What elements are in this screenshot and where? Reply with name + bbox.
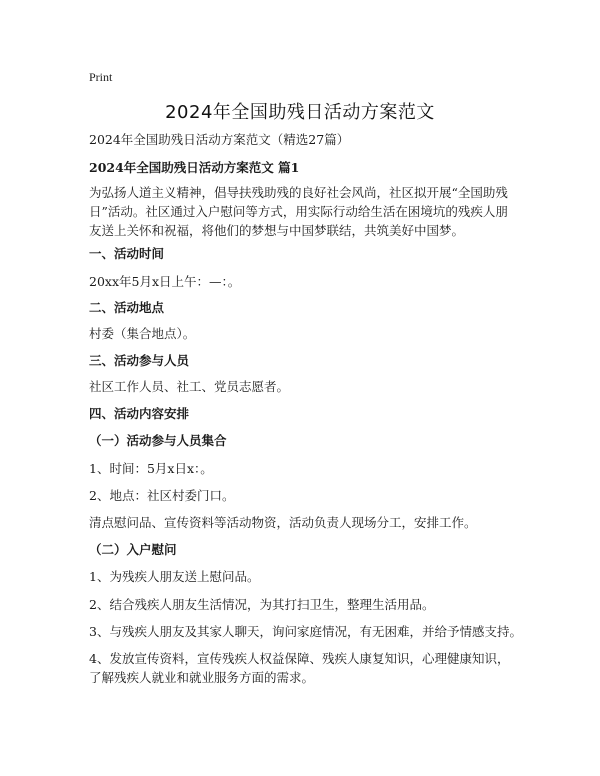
visit-item-1: 1、为残疾人朋友送上慰问品。 bbox=[89, 569, 260, 584]
visit-item-4: 4、发放宣传资料，宣传残疾人权益保障、残疾人康复知识，心理健康知识，了解残疾人就业和就业服务方面的需求。 bbox=[89, 651, 510, 685]
subheading-home-visit: （二）入户慰问 bbox=[89, 542, 177, 557]
heading-activity-time: 一、活动时间 bbox=[89, 246, 165, 261]
print-label: Print bbox=[89, 70, 113, 84]
visit-item-2: 2、结合残疾人朋友生活情况，为其打扫卫生，整理生活用品。 bbox=[89, 597, 435, 612]
heading-participants: 三、活动参与人员 bbox=[89, 353, 190, 368]
assembly-note: 清点慰问品、宣传资料等活动物资，活动负责人现场分工，安排工作。 bbox=[89, 515, 477, 530]
intro-paragraph: 为弘扬人道主义精神，倡导扶残助残的良好社会风尚，社区拟开展“全国助残日”活动。社区通过入户慰问等方式，用实际行动给生活在困境坑的残疾人朋友送上关怀和祝福，将他们的梦想与中国梦联结，共筑美好中国梦。 bbox=[89, 185, 508, 238]
subheading-assembly: （一）活动参与人员集合 bbox=[89, 433, 227, 448]
activity-time-text: 20xx年5月x日上午：—：。 bbox=[89, 274, 241, 289]
document-subtitle: 2024年全国助残日活动方案范文（精选27篇） bbox=[89, 132, 350, 147]
section-title: 2024年全国助残日活动方案范文 篇1 bbox=[89, 160, 300, 175]
heading-activity-place: 二、活动地点 bbox=[89, 300, 165, 315]
heading-content-arrangement: 四、活动内容安排 bbox=[89, 406, 190, 421]
participants-text: 社区工作人员、社工、党员志愿者。 bbox=[89, 379, 290, 394]
document-title: 2024年全国助残日活动方案范文 bbox=[165, 102, 435, 123]
visit-item-3: 3、与残疾人朋友及其家人聊天，询问家庭情况，有无困难，并给予情感支持。 bbox=[89, 624, 522, 639]
assembly-item-place: 2、地点：社区村委门口。 bbox=[89, 488, 235, 503]
assembly-item-time: 1、时间：5月x日x：。 bbox=[89, 461, 213, 476]
activity-place-text: 村委（集合地点）。 bbox=[89, 326, 196, 341]
